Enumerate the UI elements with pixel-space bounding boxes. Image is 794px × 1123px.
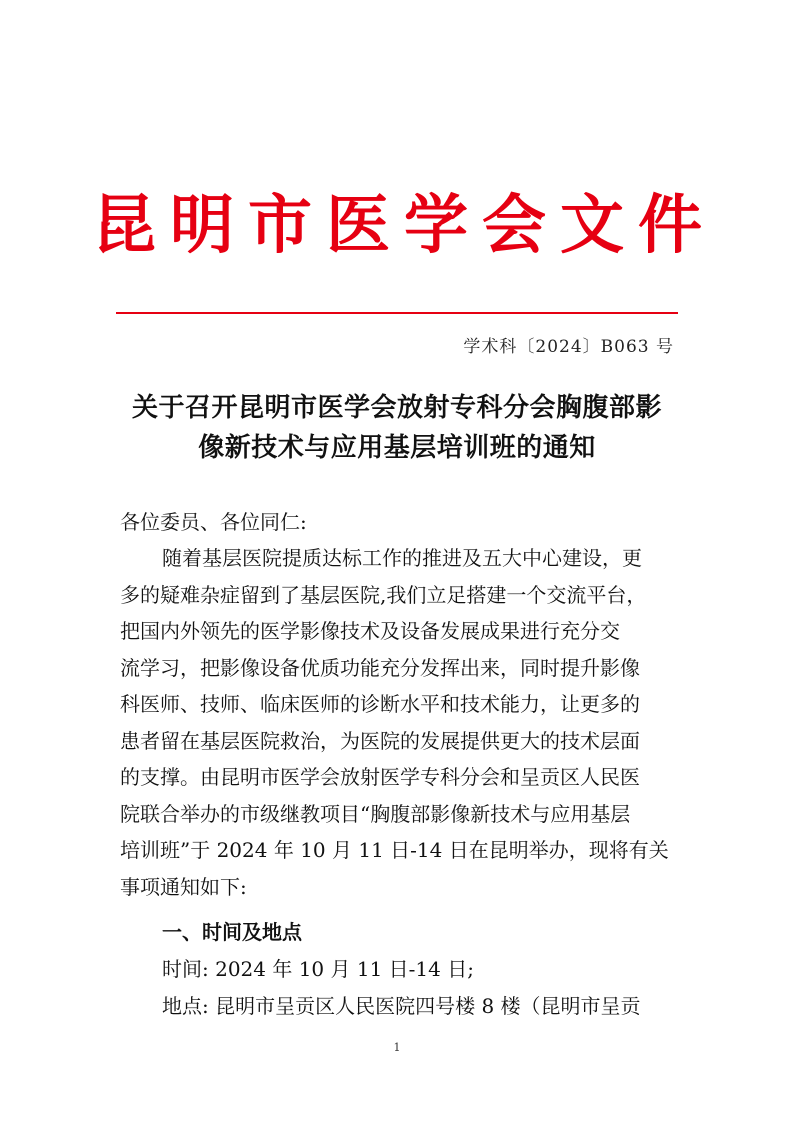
page-number: 1 xyxy=(393,1041,401,1054)
body-paragraph xyxy=(120,540,674,905)
paragraph-line: 事项通知如下: xyxy=(120,874,247,899)
document-title-line: 像新技术与应用基层培训班的通知 xyxy=(198,433,596,463)
document-title xyxy=(110,388,684,468)
event-time: 时间: 2024 年 10 月 11 日-14 日; xyxy=(162,957,474,981)
document-title-line: 关于召开昆明市医学会放射专科分会胸腹部影 xyxy=(131,393,662,423)
paragraph-line: 的支撑。由昆明市医学会放射医学专科分会和呈贡区人民医 xyxy=(120,765,640,789)
paragraph-line: 患者留在基层医院救治，为医院的发展提供更大的技术层面 xyxy=(120,728,640,753)
event-place: 地点: 昆明市呈贡区人民医院四号楼 8 楼（昆明市呈贡 xyxy=(162,994,641,1018)
paragraph-line: 随着基层医院提质达标工作的推进及五大中心建设，更 xyxy=(162,546,642,570)
salutation: 各位委员、各位同仁: xyxy=(120,510,307,534)
paragraph-line: 流学习，把影像设备优质功能充分发挥出来，同时提升影像 xyxy=(120,655,640,680)
paragraph-line: 院联合举办的市级继教项目“胸腹部影像新技术与应用基层 xyxy=(120,801,631,826)
paragraph-line: 科医师、技师、临床医师的诊断水平和技术能力，让更多的 xyxy=(120,692,640,716)
paragraph-line: 多的疑难杂症留到了基层医院,我们立足搭建一个交流平台， xyxy=(120,582,647,607)
document-masthead: 昆明市医学会文件 xyxy=(92,188,716,263)
section-heading-time-and-place: 一、时间及地点 xyxy=(162,920,302,944)
masthead-red-rule xyxy=(116,312,678,314)
document-number: 学术科〔2024〕B063 号 xyxy=(463,337,674,357)
paragraph-line: 培训班”于 2024 年 10 月 11 日-14 日在昆明举办，现将有关 xyxy=(120,838,669,862)
paragraph-line: 把国内外领先的医学影像技术及设备发展成果进行充分交 xyxy=(120,619,620,643)
